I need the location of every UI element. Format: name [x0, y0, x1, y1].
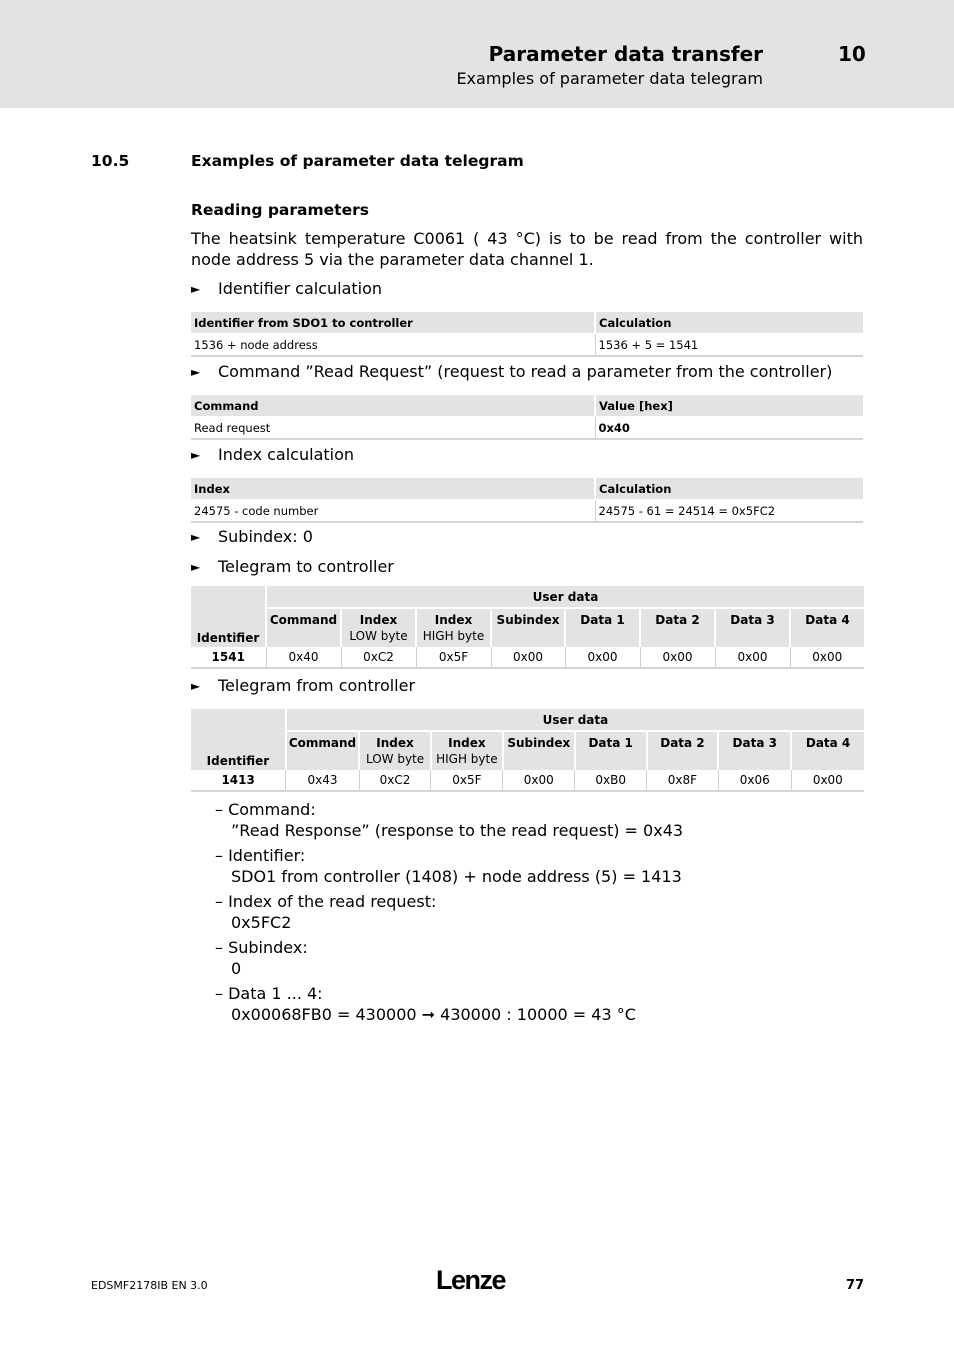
lenze-logo: Lenze: [436, 1265, 506, 1295]
table-header: Calculation: [595, 478, 863, 500]
column-header: Index HIGH byte: [416, 608, 491, 647]
document-code: EDSMF2178IB EN 3.0: [91, 1279, 208, 1292]
user-data-header: User data: [266, 586, 864, 608]
telegram-from-table: [191, 709, 864, 792]
section-number: 10.5: [91, 152, 130, 170]
table-header: Index: [191, 478, 595, 500]
user-data-header: User data: [286, 709, 864, 731]
table-header: Identifier from SDO1 to controller: [191, 312, 595, 334]
detail-data: [215, 983, 683, 1025]
table-cell: 0xC2: [341, 647, 416, 668]
bullet-text: Index calculation: [218, 445, 355, 464]
table-cell: 0x43: [286, 770, 359, 791]
bullet-text: Subindex: 0: [218, 527, 313, 546]
column-header: Data 1: [565, 608, 640, 647]
table-header: Value [hex]: [595, 395, 863, 417]
bullet-arrow-icon: ►: [191, 560, 201, 574]
table-header: Calculation: [595, 312, 863, 334]
table-cell: 0xB0: [575, 770, 647, 791]
column-header: Command: [266, 608, 341, 647]
table-cell: 0x00: [503, 770, 575, 791]
bullet-arrow-icon: ►: [191, 448, 201, 462]
bullet-arrow-icon: ►: [191, 282, 201, 296]
chapter-number: 10: [838, 42, 866, 66]
column-header: Data 4: [791, 731, 864, 770]
column-header: Data 2: [640, 608, 715, 647]
detail-value: ”Read Response” (response to the read request) = 0x43: [231, 821, 684, 840]
column-header: Index LOW byte: [341, 608, 416, 647]
column-header: Subindex: [491, 608, 565, 647]
column-header: Data 3: [718, 731, 791, 770]
page-header: [0, 0, 954, 108]
detail-identifier: [215, 845, 683, 887]
bullet-command: [191, 362, 832, 381]
table-cell: 0x5F: [416, 647, 491, 668]
bullet-text: Identifier calculation: [218, 279, 383, 298]
bullet-arrow-icon: ►: [191, 679, 201, 693]
detail-value: SDO1 from controller (1408) + node address (5) = 1413: [231, 867, 682, 886]
table-cell: 24575 - code number: [191, 500, 595, 523]
bullet-text: Telegram to controller: [218, 557, 394, 576]
bullet-arrow-icon: ►: [191, 530, 201, 544]
table-cell: Read request: [191, 417, 595, 440]
column-header: Data 1: [575, 731, 647, 770]
table-cell: 0x00: [640, 647, 715, 668]
table-cell: 0xC2: [359, 770, 431, 791]
chapter-subtitle: Examples of parameter data telegram: [456, 69, 763, 88]
column-header: Subindex: [503, 731, 575, 770]
detail-value: 0x5FC2: [231, 913, 292, 932]
table-cell: 1536 + 5 = 1541: [595, 334, 863, 357]
chapter-title: Parameter data transfer: [488, 42, 763, 66]
detail-label: – Identifier:: [215, 846, 306, 865]
column-header: Command: [286, 731, 359, 770]
table-header: Command: [191, 395, 595, 417]
table-cell: 0x00: [491, 647, 565, 668]
detail-subindex: [215, 937, 683, 979]
column-header: Index HIGH byte: [431, 731, 503, 770]
bullet-text: Command ”Read Request” (request to read a parameter from the controller): [218, 362, 833, 381]
detail-label: – Index of the read request:: [215, 892, 437, 911]
response-details-list: [215, 799, 683, 1029]
detail-label: – Data 1 ... 4:: [215, 984, 323, 1003]
detail-command: [215, 799, 683, 841]
telegram-to-table: [191, 586, 864, 669]
identifier-table: [191, 312, 863, 357]
column-header: Data 3: [715, 608, 790, 647]
identifier-header: Identifier: [191, 709, 286, 770]
section-title: Examples of parameter data telegram: [191, 152, 524, 170]
bullet-subindex: [191, 527, 313, 546]
identifier-header: Identifier: [191, 586, 266, 647]
detail-value: 0x00068FB0 = 430000 ➞ 430000 : 10000 = 43 °C: [231, 1005, 636, 1024]
table-cell: 0x00: [791, 770, 864, 791]
index-table: [191, 478, 863, 523]
table-cell: 0x06: [718, 770, 791, 791]
table-cell: 1536 + node address: [191, 334, 595, 357]
detail-label: – Command:: [215, 800, 316, 819]
column-header: Data 4: [790, 608, 864, 647]
column-header: Index LOW byte: [359, 731, 431, 770]
column-header: Data 2: [647, 731, 719, 770]
bullet-arrow-icon: ►: [191, 365, 201, 379]
table-cell: 0x00: [565, 647, 640, 668]
table-cell: 0x8F: [647, 770, 719, 791]
bullet-telegram-to: [191, 557, 394, 576]
bullet-index-calculation: [191, 445, 354, 464]
intro-paragraph: The heatsink temperature C0061 ( 43 °C) is to be read from the controller with node address 5 via the parameter data channel 1.: [191, 229, 863, 269]
identifier-value: 1413: [191, 770, 286, 791]
table-cell: 0x00: [790, 647, 864, 668]
bullet-identifier-calculation: [191, 279, 382, 298]
table-cell: 0x00: [715, 647, 790, 668]
detail-index: [215, 891, 683, 933]
identifier-value: 1541: [191, 647, 266, 668]
page-number: 77: [846, 1278, 865, 1293]
detail-value: 0: [231, 959, 242, 978]
bullet-text: Telegram from controller: [218, 676, 416, 695]
bullet-telegram-from: [191, 676, 415, 695]
table-cell: 0x5F: [431, 770, 503, 791]
subheading-reading-parameters: Reading parameters: [191, 201, 369, 219]
detail-label: – Subindex:: [215, 938, 308, 957]
command-table: [191, 395, 863, 440]
table-cell: 24575 - 61 = 24514 = 0x5FC2: [595, 500, 863, 523]
table-cell: 0x40: [266, 647, 341, 668]
table-cell: 0x40: [595, 417, 863, 440]
